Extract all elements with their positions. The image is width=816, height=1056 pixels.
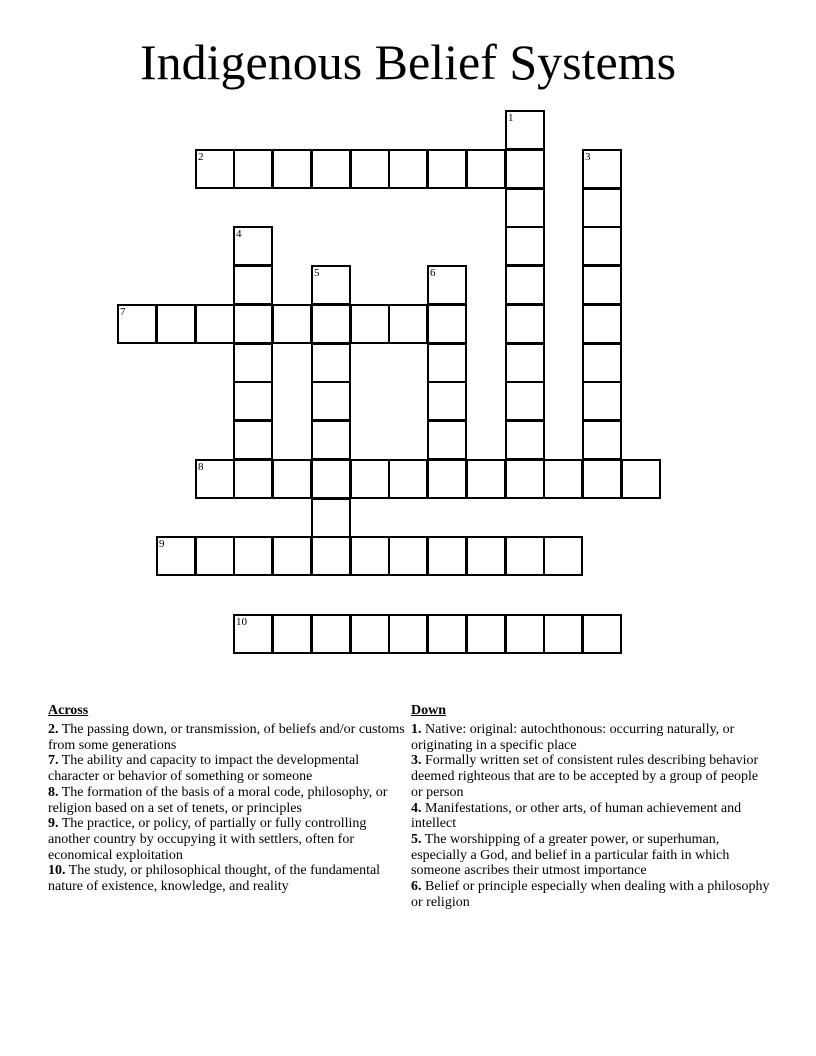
- grid-cell[interactable]: [156, 304, 196, 344]
- grid-cell[interactable]: [543, 459, 583, 499]
- grid-cell[interactable]: [505, 188, 545, 228]
- grid-cell[interactable]: [582, 343, 622, 383]
- grid-cell[interactable]: [388, 536, 428, 576]
- grid-cell[interactable]: [582, 226, 622, 266]
- grid-cell[interactable]: [505, 459, 545, 499]
- grid-cell[interactable]: [233, 614, 273, 654]
- grid-cell[interactable]: [195, 149, 235, 189]
- down-heading: Down: [411, 703, 447, 718]
- grid-cell[interactable]: [582, 265, 622, 305]
- grid-cell[interactable]: [311, 614, 351, 654]
- grid-cell[interactable]: [427, 536, 467, 576]
- grid-cell[interactable]: [388, 304, 428, 344]
- grid-cell[interactable]: [427, 420, 467, 460]
- clue-across-8: [48, 785, 408, 816]
- grid-cell[interactable]: [505, 420, 545, 460]
- clue-number-label: 10: [236, 616, 247, 628]
- clue-number: 8.: [48, 784, 59, 800]
- clue-number: 9.: [48, 816, 59, 832]
- clue-number: 5.: [411, 831, 422, 847]
- grid-cell[interactable]: [388, 459, 428, 499]
- grid-cell[interactable]: [582, 614, 622, 654]
- clue-number: 6.: [411, 879, 422, 895]
- clue-down-6: [411, 879, 771, 910]
- clue-number: 1.: [411, 722, 422, 737]
- grid-cell[interactable]: [350, 304, 390, 344]
- clue-text: Native: original: autochthonous: occurring naturally, or originating in a specific place: [411, 722, 735, 753]
- grid-cell[interactable]: [427, 614, 467, 654]
- grid-cell[interactable]: [233, 343, 273, 383]
- grid-cell[interactable]: [427, 381, 467, 421]
- grid-cell[interactable]: [311, 459, 351, 499]
- grid-cell[interactable]: [427, 265, 467, 305]
- grid-cell[interactable]: [272, 614, 312, 654]
- grid-cell[interactable]: [427, 149, 467, 189]
- grid-cell[interactable]: [582, 420, 622, 460]
- clue-text: The study, or philosophical thought, of the fundamental nature of existence, knowledge, and reality: [48, 863, 381, 895]
- clue-down-4: [411, 801, 771, 832]
- clue-number: 2.: [48, 722, 59, 737]
- clue-number-label: 9: [159, 538, 165, 550]
- clue-number: 3.: [411, 753, 422, 769]
- grid-cell[interactable]: [311, 381, 351, 421]
- grid-cell[interactable]: [311, 149, 351, 189]
- grid-cell[interactable]: [505, 614, 545, 654]
- clue-across-2: [48, 722, 408, 753]
- grid-cell[interactable]: [582, 188, 622, 228]
- grid-cell[interactable]: [621, 459, 661, 499]
- grid-cell[interactable]: [233, 304, 273, 344]
- grid-cell[interactable]: [233, 459, 273, 499]
- grid-cell[interactable]: [233, 420, 273, 460]
- grid-cell[interactable]: [272, 304, 312, 344]
- grid-cell[interactable]: [505, 343, 545, 383]
- clue-number-label: 2: [198, 151, 204, 163]
- clue-text: Manifestations, or other arts, of human achievement and intellect: [411, 800, 742, 832]
- grid-cell[interactable]: [505, 226, 545, 266]
- grid-cell[interactable]: [505, 110, 545, 150]
- clue-down-1: [411, 722, 771, 753]
- grid-cell[interactable]: [505, 536, 545, 576]
- grid-cell[interactable]: [311, 304, 351, 344]
- grid-cell[interactable]: [195, 536, 235, 576]
- grid-cell[interactable]: [505, 265, 545, 305]
- clue-down-3: [411, 753, 771, 800]
- grid-cell[interactable]: [195, 304, 235, 344]
- clue-number-label: 5: [314, 267, 320, 279]
- grid-cell[interactable]: [233, 536, 273, 576]
- puzzle-title: Indigenous Belief Systems: [139, 34, 677, 90]
- clue-text: The formation of the basis of a moral code, philosophy, or religion based on a set of tenets, or principles: [48, 784, 388, 816]
- grid-cell[interactable]: [427, 459, 467, 499]
- grid-cell[interactable]: [272, 459, 312, 499]
- grid-cell[interactable]: [388, 614, 428, 654]
- grid-cell[interactable]: [582, 381, 622, 421]
- clue-number-label: 4: [236, 228, 242, 240]
- down-clues: [411, 702, 771, 910]
- clue-text: The practice, or policy, of partially or fully controlling another country by occupying it with settlers, often for economical exploitation: [48, 816, 367, 863]
- grid-cell[interactable]: [311, 536, 351, 576]
- grid-cell[interactable]: [233, 149, 273, 189]
- grid-cell[interactable]: [466, 614, 506, 654]
- grid-cell[interactable]: [195, 459, 235, 499]
- clue-text: Formally written set of consistent rules describing behavior deemed righteous that are to be accepted by a group of people or person: [411, 753, 759, 800]
- clue-text: The worshipping of a greater power, or superhuman, especially a God, and belief in a particular faith in which someone ascribes their utmost importance: [411, 831, 730, 879]
- clue-number-label: 6: [430, 267, 436, 279]
- across-heading: Across: [48, 703, 89, 718]
- clue-text: The ability and capacity to impact the developmental character or behavior of something or someone: [48, 753, 360, 785]
- grid-cell[interactable]: [311, 343, 351, 383]
- grid-cell[interactable]: [466, 149, 506, 189]
- clue-across-9: [48, 816, 408, 863]
- clue-number: 10.: [48, 863, 66, 879]
- grid-cell[interactable]: [543, 536, 583, 576]
- grid-cell[interactable]: [582, 304, 622, 344]
- grid-cell[interactable]: [543, 614, 583, 654]
- grid-cell[interactable]: [272, 149, 312, 189]
- grid-cell[interactable]: [505, 381, 545, 421]
- grid-cell[interactable]: [350, 536, 390, 576]
- grid-cell[interactable]: [233, 381, 273, 421]
- grid-cell[interactable]: [505, 304, 545, 344]
- grid-cell[interactable]: [505, 149, 545, 189]
- clue-across-10: [48, 863, 408, 894]
- clue-text: The passing down, or transmission, of beliefs and/or customs from some generations: [48, 722, 405, 753]
- grid-cell[interactable]: [427, 343, 467, 383]
- grid-cell[interactable]: [350, 614, 390, 654]
- clue-number-label: 7: [120, 306, 126, 318]
- clue-number-label: 8: [198, 461, 204, 473]
- grid-cell[interactable]: [350, 149, 390, 189]
- grid-cell[interactable]: [388, 149, 428, 189]
- grid-cell[interactable]: [272, 536, 312, 576]
- grid-cell[interactable]: [466, 459, 506, 499]
- clue-number-label: 1: [508, 112, 514, 124]
- grid-cell[interactable]: [350, 459, 390, 499]
- grid-cell[interactable]: [427, 304, 467, 344]
- grid-cell[interactable]: [311, 498, 351, 538]
- grid-cell[interactable]: [156, 536, 196, 576]
- grid-cell[interactable]: [466, 536, 506, 576]
- across-clues: [48, 702, 408, 895]
- grid-cell[interactable]: [311, 265, 351, 305]
- grid-cell[interactable]: [582, 149, 622, 189]
- clue-number: 4.: [411, 800, 422, 816]
- clue-number: 7.: [48, 753, 59, 769]
- grid-cell[interactable]: [117, 304, 157, 344]
- grid-cell[interactable]: [233, 226, 273, 266]
- grid-cell[interactable]: [582, 459, 622, 499]
- clue-down-5: [411, 832, 771, 879]
- clue-across-7: [48, 753, 408, 784]
- clue-text: Belief or principle especially when dealing with a philosophy or religion: [411, 879, 770, 910]
- grid-cell[interactable]: [311, 420, 351, 460]
- grid-cell[interactable]: [233, 265, 273, 305]
- clue-number-label: 3: [585, 151, 591, 163]
